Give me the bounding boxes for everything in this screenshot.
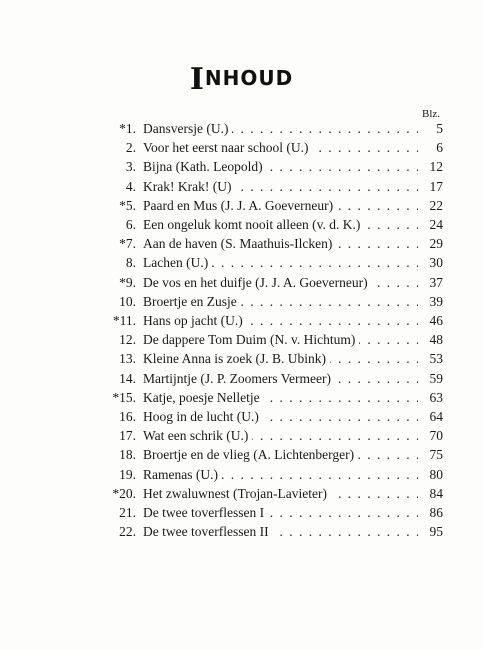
entry-number: 21. bbox=[119, 505, 136, 520]
entry-title: Katje, poesje Nelletje bbox=[143, 390, 264, 405]
toc-entry bbox=[0, 389, 483, 407]
toc-entry bbox=[0, 331, 483, 349]
entry-page-number: 80 bbox=[429, 466, 443, 482]
entry-page-number: 46 bbox=[429, 313, 443, 328]
entry-page-number: 70 bbox=[429, 428, 443, 444]
entry-number: 22. bbox=[119, 524, 136, 540]
entry-number: *11. bbox=[112, 313, 136, 328]
entry-title: Krak! Krak! (U) bbox=[143, 179, 235, 194]
toc-entry bbox=[0, 504, 483, 522]
entry-title: Paard en Mus (J. J. A. Goeverneur) bbox=[143, 198, 337, 213]
entry-title-with-leaders bbox=[143, 446, 418, 464]
entry-title-with-leaders bbox=[143, 139, 418, 157]
entry-title: Bijna (Kath. Leopold) bbox=[143, 159, 267, 174]
entry-number: 3. bbox=[125, 159, 136, 175]
entry-title: De vos en het duifje (J. J. A. Goeverneur) bbox=[143, 275, 372, 290]
toc-entry bbox=[0, 158, 483, 176]
toc-entry bbox=[0, 427, 483, 445]
entry-page-number: 24 bbox=[429, 217, 443, 232]
entry-number: 17. bbox=[119, 428, 136, 444]
entry-title: Aan de haven (S. Maathuis-Ilcken) bbox=[143, 236, 336, 251]
toc-entry bbox=[0, 466, 483, 484]
entry-title-with-leaders bbox=[143, 523, 418, 541]
entry-page-number: 86 bbox=[429, 505, 443, 520]
entry-page-number: 5 bbox=[436, 121, 443, 136]
entry-title-with-leaders bbox=[143, 312, 418, 330]
entry-number: *5. bbox=[119, 197, 136, 213]
entry-page-number: 17 bbox=[429, 178, 443, 194]
entry-title: Een ongeluk komt nooit alleen (v. d. K.) bbox=[143, 217, 364, 232]
title-initial: I bbox=[189, 62, 205, 97]
entry-number: 18. bbox=[119, 447, 136, 463]
entry-title-with-leaders bbox=[143, 120, 418, 138]
entry-page-number: 75 bbox=[429, 447, 443, 463]
entry-number: 10. bbox=[119, 293, 136, 309]
toc-entry bbox=[0, 293, 483, 311]
entry-page-number: 39 bbox=[429, 293, 443, 309]
toc-entry bbox=[0, 178, 483, 196]
entry-page-number: 6 bbox=[436, 140, 443, 156]
entry-number: 19. bbox=[119, 466, 136, 482]
entry-title: Dansversje (U.) bbox=[143, 121, 232, 136]
entry-number: *1. bbox=[119, 121, 136, 136]
entry-number: *15. bbox=[112, 389, 136, 405]
entry-title: Martijntje (J. P. Zoomers Vermeer) bbox=[143, 371, 335, 386]
entry-title-with-leaders bbox=[143, 350, 418, 368]
entry-title: De twee toverflessen I bbox=[143, 505, 268, 520]
entry-number: *20. bbox=[112, 485, 136, 501]
entry-title-with-leaders bbox=[143, 235, 418, 253]
entry-title-with-leaders bbox=[143, 178, 418, 196]
entry-page-number: 53 bbox=[429, 351, 443, 367]
entry-page-number: 48 bbox=[429, 332, 443, 348]
entry-number: 6. bbox=[125, 217, 136, 232]
entry-title-with-leaders bbox=[143, 158, 418, 176]
entry-title: Het zwaluwnest (Trojan-Lavieter) bbox=[143, 486, 331, 501]
toc-entry bbox=[0, 235, 483, 253]
toc-entry bbox=[0, 350, 483, 368]
entry-page-number: 30 bbox=[429, 255, 443, 271]
entry-number: 14. bbox=[119, 370, 136, 386]
entry-title: Voor het eerst naar school (U.) bbox=[143, 140, 312, 155]
entry-title: Hans op jacht (U.) bbox=[143, 313, 247, 328]
entry-title-with-leaders bbox=[143, 254, 418, 272]
entry-page-number: 12 bbox=[429, 159, 443, 175]
toc-entry bbox=[0, 446, 483, 464]
entry-number: 13. bbox=[119, 351, 136, 367]
page-title bbox=[0, 62, 483, 97]
toc-entry bbox=[0, 408, 483, 426]
toc-entry bbox=[0, 197, 483, 215]
toc-entry bbox=[0, 120, 483, 138]
entry-title-with-leaders bbox=[143, 370, 418, 388]
entry-title-with-leaders bbox=[143, 197, 418, 215]
entry-title: Kleine Anna is zoek (J. B. Ubink) bbox=[143, 351, 330, 366]
entry-title-with-leaders bbox=[143, 504, 418, 522]
toc-entry bbox=[0, 523, 483, 541]
entry-page-number: 37 bbox=[429, 274, 443, 290]
entry-number: 16. bbox=[119, 409, 136, 424]
toc-entry bbox=[0, 274, 483, 292]
toc-entry bbox=[0, 485, 483, 503]
toc-entry bbox=[0, 312, 483, 330]
toc-entry bbox=[0, 370, 483, 388]
entry-title: Broertje en Zusje bbox=[143, 294, 241, 309]
entry-page-number: 63 bbox=[429, 389, 443, 405]
entry-title-with-leaders bbox=[143, 293, 418, 311]
entry-title: Wat een schrik (U.) bbox=[143, 428, 252, 443]
entry-title-with-leaders bbox=[143, 427, 418, 445]
entry-page-number: 64 bbox=[429, 409, 443, 424]
entry-title: Lachen (U.) bbox=[143, 255, 212, 270]
entry-title-with-leaders bbox=[143, 216, 418, 234]
entry-number: 8. bbox=[125, 255, 136, 271]
entry-page-number: 22 bbox=[429, 197, 443, 213]
entry-page-number: 95 bbox=[429, 524, 443, 540]
entry-number: *7. bbox=[119, 236, 136, 252]
entry-number: 4. bbox=[125, 178, 136, 194]
entry-title: Broertje en de vlieg (A. Lichtenberger) bbox=[143, 447, 358, 462]
entry-title-with-leaders bbox=[143, 485, 418, 503]
entry-title: Hoog in de lucht (U.) bbox=[143, 409, 263, 424]
entry-title: De twee toverflessen II bbox=[143, 524, 273, 539]
entry-number: *9. bbox=[119, 274, 136, 290]
page-column-header: Blz. bbox=[422, 108, 441, 120]
entry-title: De dappere Tom Duim (N. v. Hichtum) bbox=[143, 332, 359, 347]
title-rest: NHOUD bbox=[204, 66, 294, 90]
entry-page-number: 84 bbox=[429, 485, 443, 501]
entry-page-number: 29 bbox=[429, 236, 443, 252]
entry-title-with-leaders bbox=[143, 408, 418, 426]
entry-title-with-leaders bbox=[143, 466, 418, 484]
toc-entry bbox=[0, 139, 483, 157]
entry-title: Ramenas (U.) bbox=[143, 467, 222, 482]
entry-title-with-leaders bbox=[143, 331, 418, 349]
entry-title-with-leaders bbox=[143, 389, 418, 407]
entry-number: 2. bbox=[125, 140, 136, 156]
entry-number: 12. bbox=[119, 332, 136, 348]
toc-entry bbox=[0, 216, 483, 234]
entry-page-number: 59 bbox=[429, 370, 443, 386]
toc-entry bbox=[0, 254, 483, 272]
entry-title-with-leaders bbox=[143, 274, 418, 292]
